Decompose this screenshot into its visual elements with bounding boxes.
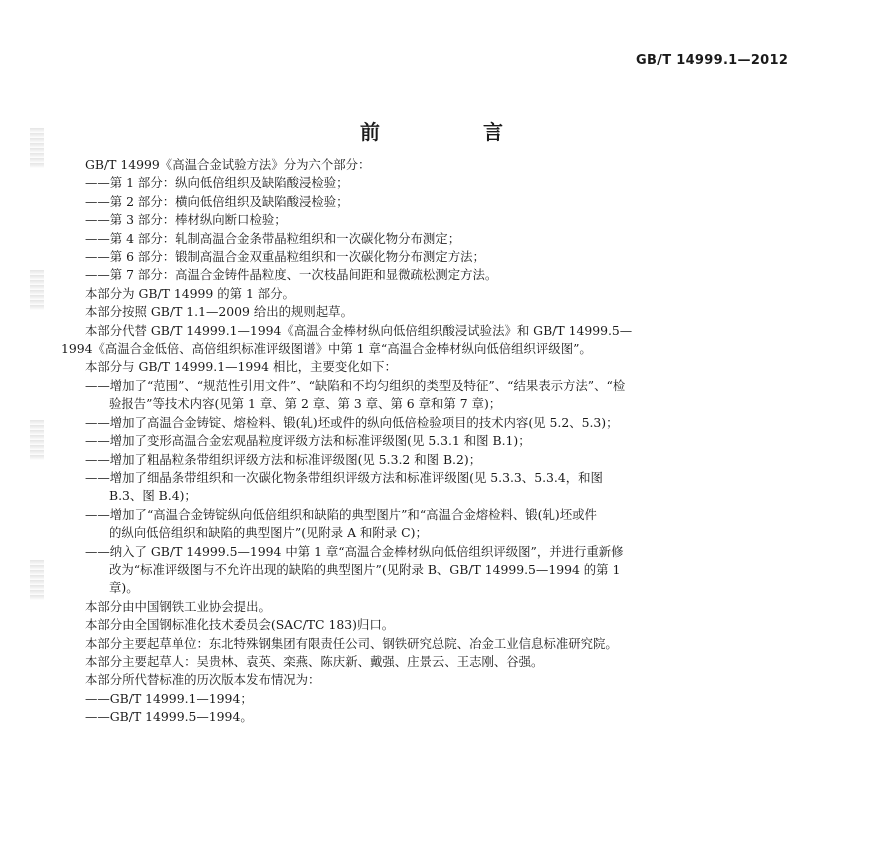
- list-item: ——增加了变形高温合金宏观晶粒度评级方法和标准评级图(见 5.3.1 和图 B.1)；: [85, 433, 531, 449]
- list-item-continuation: 验报告”等技术内容(见第 1 章、第 2 章、第 3 章、第 6 章和第 7 章)；: [109, 396, 502, 412]
- paragraph: 本部分主要起草人：吴贵林、袁英、栾燕、陈庆新、戴强、庄景云、王志刚、谷强。: [85, 653, 544, 669]
- list-item: ——GB/T 14999.1—1994；: [85, 690, 253, 706]
- scan-artifact: [30, 270, 44, 310]
- list-item: ——第 6 部分：锻制高温合金双重晶粒组织和一次碳化物分布测定方法；: [85, 249, 485, 265]
- list-item: ——增加了粗晶粒条带组织评级方法和标准评级图(见 5.3.2 和图 B.2)；: [85, 451, 482, 467]
- list-item-continuation: 章)。: [109, 580, 139, 596]
- paragraph: 本部分代替 GB/T 14999.1—1994《高温合金棒材纵向低倍组织酸浸试验法》和 GB/T 14999.5—: [85, 322, 633, 338]
- list-item: ——增加了“高温合金铸锭纵向低倍组织和缺陷的典型图片”和“高温合金熔检料、锻(轧)坯或件: [85, 506, 597, 522]
- paragraph-continuation: 1994《高温合金低倍、高倍组织标准评级图谱》中第 1 章“高温合金棒材纵向低倍组织评级图”。: [61, 341, 592, 357]
- list-item-continuation: B.3、图 B.4)；: [109, 488, 197, 504]
- scan-artifact: [30, 420, 44, 460]
- list-item: ——第 4 部分：轧制高温合金条带晶粒组织和一次碳化物分布测定；: [85, 230, 461, 246]
- paragraph: 本部分由中国钢铁工业协会提出。: [85, 598, 271, 614]
- paragraph: 本部分为 GB/T 14999 的第 1 部分。: [85, 285, 295, 301]
- foreword-body: [61, 156, 797, 727]
- list-item: ——增加了细晶条带组织和一次碳化物条带组织评级方法和标准评级图(见 5.3.3、5.3.4，和图: [85, 469, 603, 485]
- page-title: 前 言: [360, 120, 551, 144]
- list-item: ——第 3 部分：棒材纵向断口检验；: [85, 212, 287, 228]
- standard-code: GB/T 14999.1—2012: [636, 53, 789, 68]
- paragraph: 本部分所代替标准的历次版本发布情况为：: [85, 672, 321, 688]
- scan-artifact: [30, 560, 44, 600]
- list-item-continuation: 改为“标准评级图与不允许出现的缺陷的典型图片”(见附录 B、GB/T 14999.5—1994 的第 1: [109, 561, 621, 577]
- list-item: ——第 1 部分：纵向低倍组织及缺陷酸浸检验；: [85, 175, 349, 191]
- list-item: ——第 7 部分：高温合金铸件晶粒度、一次枝晶间距和显微疏松测定方法。: [85, 267, 498, 283]
- paragraph: GB/T 14999《高温合金试验方法》分为六个部分：: [85, 157, 371, 172]
- scan-artifact: [30, 128, 44, 168]
- list-item: ——纳入了 GB/T 14999.5—1994 中第 1 章“高温合金棒材纵向低倍组织评级图”，并进行重新修: [85, 543, 624, 559]
- paragraph: 本部分与 GB/T 14999.1—1994 相比，主要变化如下：: [85, 359, 397, 375]
- list-item-continuation: 的纵向低倍组织和缺陷的典型图片”(见附录 A 和附录 C)；: [109, 525, 428, 541]
- paragraph: 本部分由全国钢标准化技术委员会(SAC/TC 183)归口。: [85, 617, 395, 633]
- paragraph: 本部分按照 GB/T 1.1—2009 给出的规则起草。: [85, 304, 353, 320]
- paragraph: 本部分主要起草单位：东北特殊钢集团有限责任公司、钢铁研究总院、冶金工业信息标准研究院。: [85, 635, 618, 651]
- list-item: ——增加了高温合金铸锭、熔检料、锻(轧)坯或件的纵向低倍检验项目的技术内容(见 5.2、5.3)；: [85, 414, 619, 430]
- list-item: ——增加了“范围”、“规范性引用文件”、“缺陷和不均匀组织的类型及特征”、“结果表示方法”、“检: [85, 377, 626, 393]
- list-item: ——GB/T 14999.5—1994。: [85, 709, 253, 725]
- list-item: ——第 2 部分：横向低倍组织及缺陷酸浸检验；: [85, 193, 349, 209]
